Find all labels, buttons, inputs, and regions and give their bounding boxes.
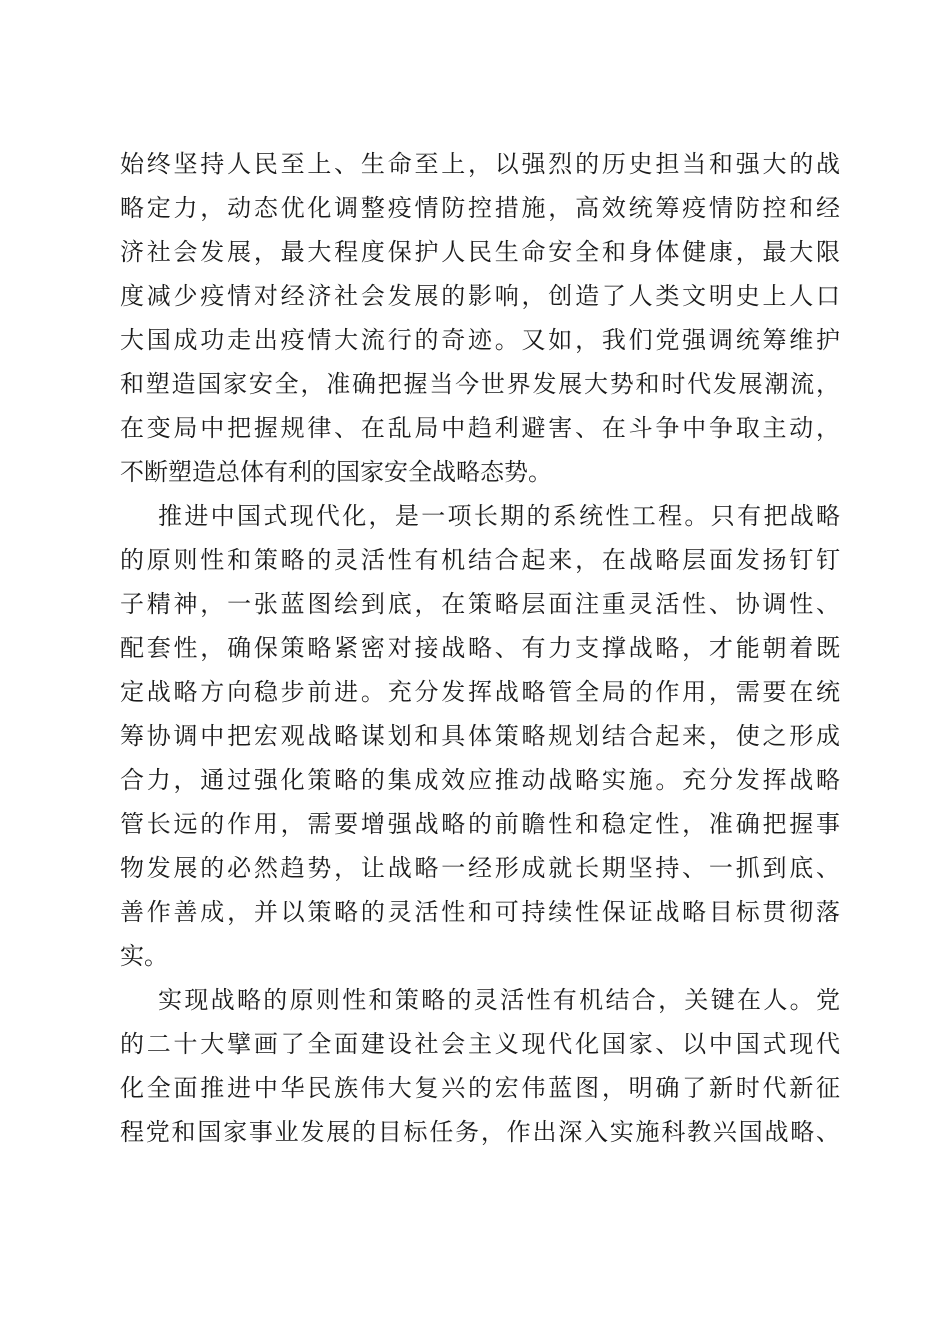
paragraph-3-line-3: 化全面推进中华民族伟大复兴的宏伟蓝图，明确了新时代新征 bbox=[120, 1074, 840, 1102]
paragraph-1-line-1: 始终坚持人民至上、生命至上，以强烈的历史担当和强大的战 bbox=[120, 150, 840, 178]
paragraph-3-line-4: 程党和国家事业发展的目标任务，作出深入实施科教兴国战略、 bbox=[120, 1118, 840, 1146]
paragraph-1-line-4: 度减少疫情对经济社会发展的影响，创造了人类文明史上人口 bbox=[120, 282, 840, 310]
paragraph-3-line-1: 实现战略的原则性和策略的灵活性有机结合，关键在人。党 bbox=[158, 986, 840, 1014]
paragraph-1-line-2: 略定力，动态优化调整疫情防控措施，高效统筹疫情防控和经 bbox=[120, 194, 840, 222]
paragraph-3-line-2: 的二十大擘画了全面建设社会主义现代化国家、以中国式现代 bbox=[120, 1030, 840, 1058]
paragraph-1-line-7: 在变局中把握规律、在乱局中趋利避害、在斗争中争取主动， bbox=[120, 414, 840, 442]
paragraph-2-line-4: 配套性，确保策略紧密对接战略、有力支撑战略，才能朝着既 bbox=[120, 634, 840, 662]
paragraph-2-line-7: 合力，通过强化策略的集成效应推动战略实施。充分发挥战略 bbox=[120, 766, 840, 794]
paragraph-1-line-5: 大国成功走出疫情大流行的奇迹。又如，我们党强调统筹维护 bbox=[120, 326, 840, 354]
paragraph-1-line-6: 和塑造国家安全，准确把握当今世界发展大势和时代发展潮流， bbox=[120, 370, 840, 398]
paragraph-2-line-5: 定战略方向稳步前进。充分发挥战略管全局的作用，需要在统 bbox=[120, 678, 840, 706]
paragraph-2-line-9: 物发展的必然趋势，让战略一经形成就长期坚持、一抓到底、 bbox=[120, 854, 840, 882]
paragraph-1-line-3: 济社会发展，最大程度保护人民生命安全和身体健康，最大限 bbox=[120, 238, 840, 266]
paragraph-2-line-8: 管长远的作用，需要增强战略的前瞻性和稳定性，准确把握事 bbox=[120, 810, 840, 838]
paragraph-2-line-6: 筹协调中把宏观战略谋划和具体策略规划结合起来，使之形成 bbox=[120, 722, 840, 750]
paragraph-1-line-8: 不断塑造总体有利的国家安全战略态势。 bbox=[120, 458, 552, 486]
paragraph-2-line-10: 善作善成，并以策略的灵活性和可持续性保证战略目标贯彻落 bbox=[120, 898, 840, 926]
paragraph-2-line-1: 推进中国式现代化，是一项长期的系统性工程。只有把战略 bbox=[158, 502, 840, 530]
paragraph-2-line-3: 子精神，一张蓝图绘到底，在策略层面注重灵活性、协调性、 bbox=[120, 590, 840, 618]
paragraph-2-line-11: 实。 bbox=[120, 942, 168, 970]
paragraph-2-line-2: 的原则性和策略的灵活性有机结合起来，在战略层面发扬钉钉 bbox=[120, 546, 840, 574]
